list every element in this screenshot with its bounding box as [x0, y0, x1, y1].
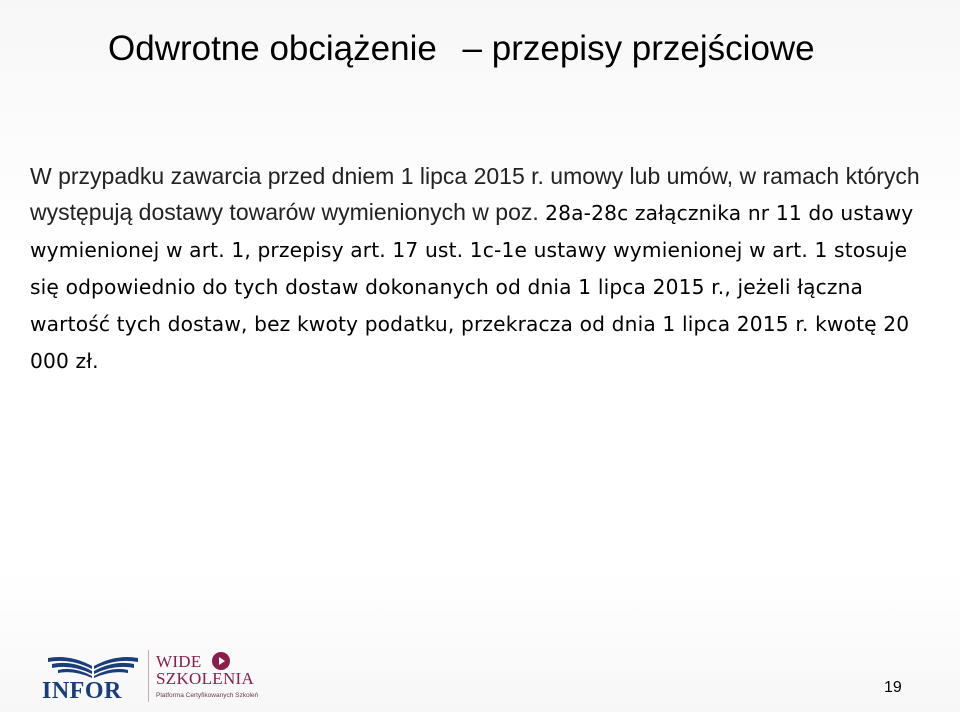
wide-wordmark: WIDE [156, 652, 202, 671]
logo-divider [148, 650, 149, 702]
infor-logo [40, 648, 144, 704]
book-wings-icon [46, 652, 140, 678]
platforma-tagline: Platforma Certyfikowanych Szkoleń [156, 692, 259, 699]
body-paragraph [30, 158, 940, 379]
infor-wordmark: INFOR [42, 678, 122, 704]
title-rest: przepisy przejściowe [491, 29, 815, 68]
footer-logos [40, 648, 280, 704]
body-paragraph-part2: 28a-28c załącznika nr 11 do ustawy wymienionej w art. 1, przepisy art. 17 ust. 1c-1e ustawy wymienionej w art. 1 stosuje się odpowiednio do tych dostaw dokonanych od dnia 1 lipca 2015 r., jeżeli łączna wartość tych dostaw, bez kwoty podatku, przekracza od dnia 1 lipca 2015 r. kwotę 20 000 zł. [30, 201, 914, 373]
page-number: 19 [884, 679, 902, 696]
title-main: Odwrotne obciążenie [108, 29, 437, 68]
szkolenia-wordmark: SZKOLENIA [156, 669, 255, 688]
body-paragraph-part1: W przypadku zawarcia przed dniem 1 lipca 2015 r. umowy lub umów, w ramach których występują dostawy towarów wymienionych w poz. [30, 163, 920, 225]
wide-szkolenia-logo [156, 652, 286, 704]
title-dash: – [462, 29, 483, 68]
slide-title [108, 22, 815, 76]
play-icon [212, 652, 230, 670]
